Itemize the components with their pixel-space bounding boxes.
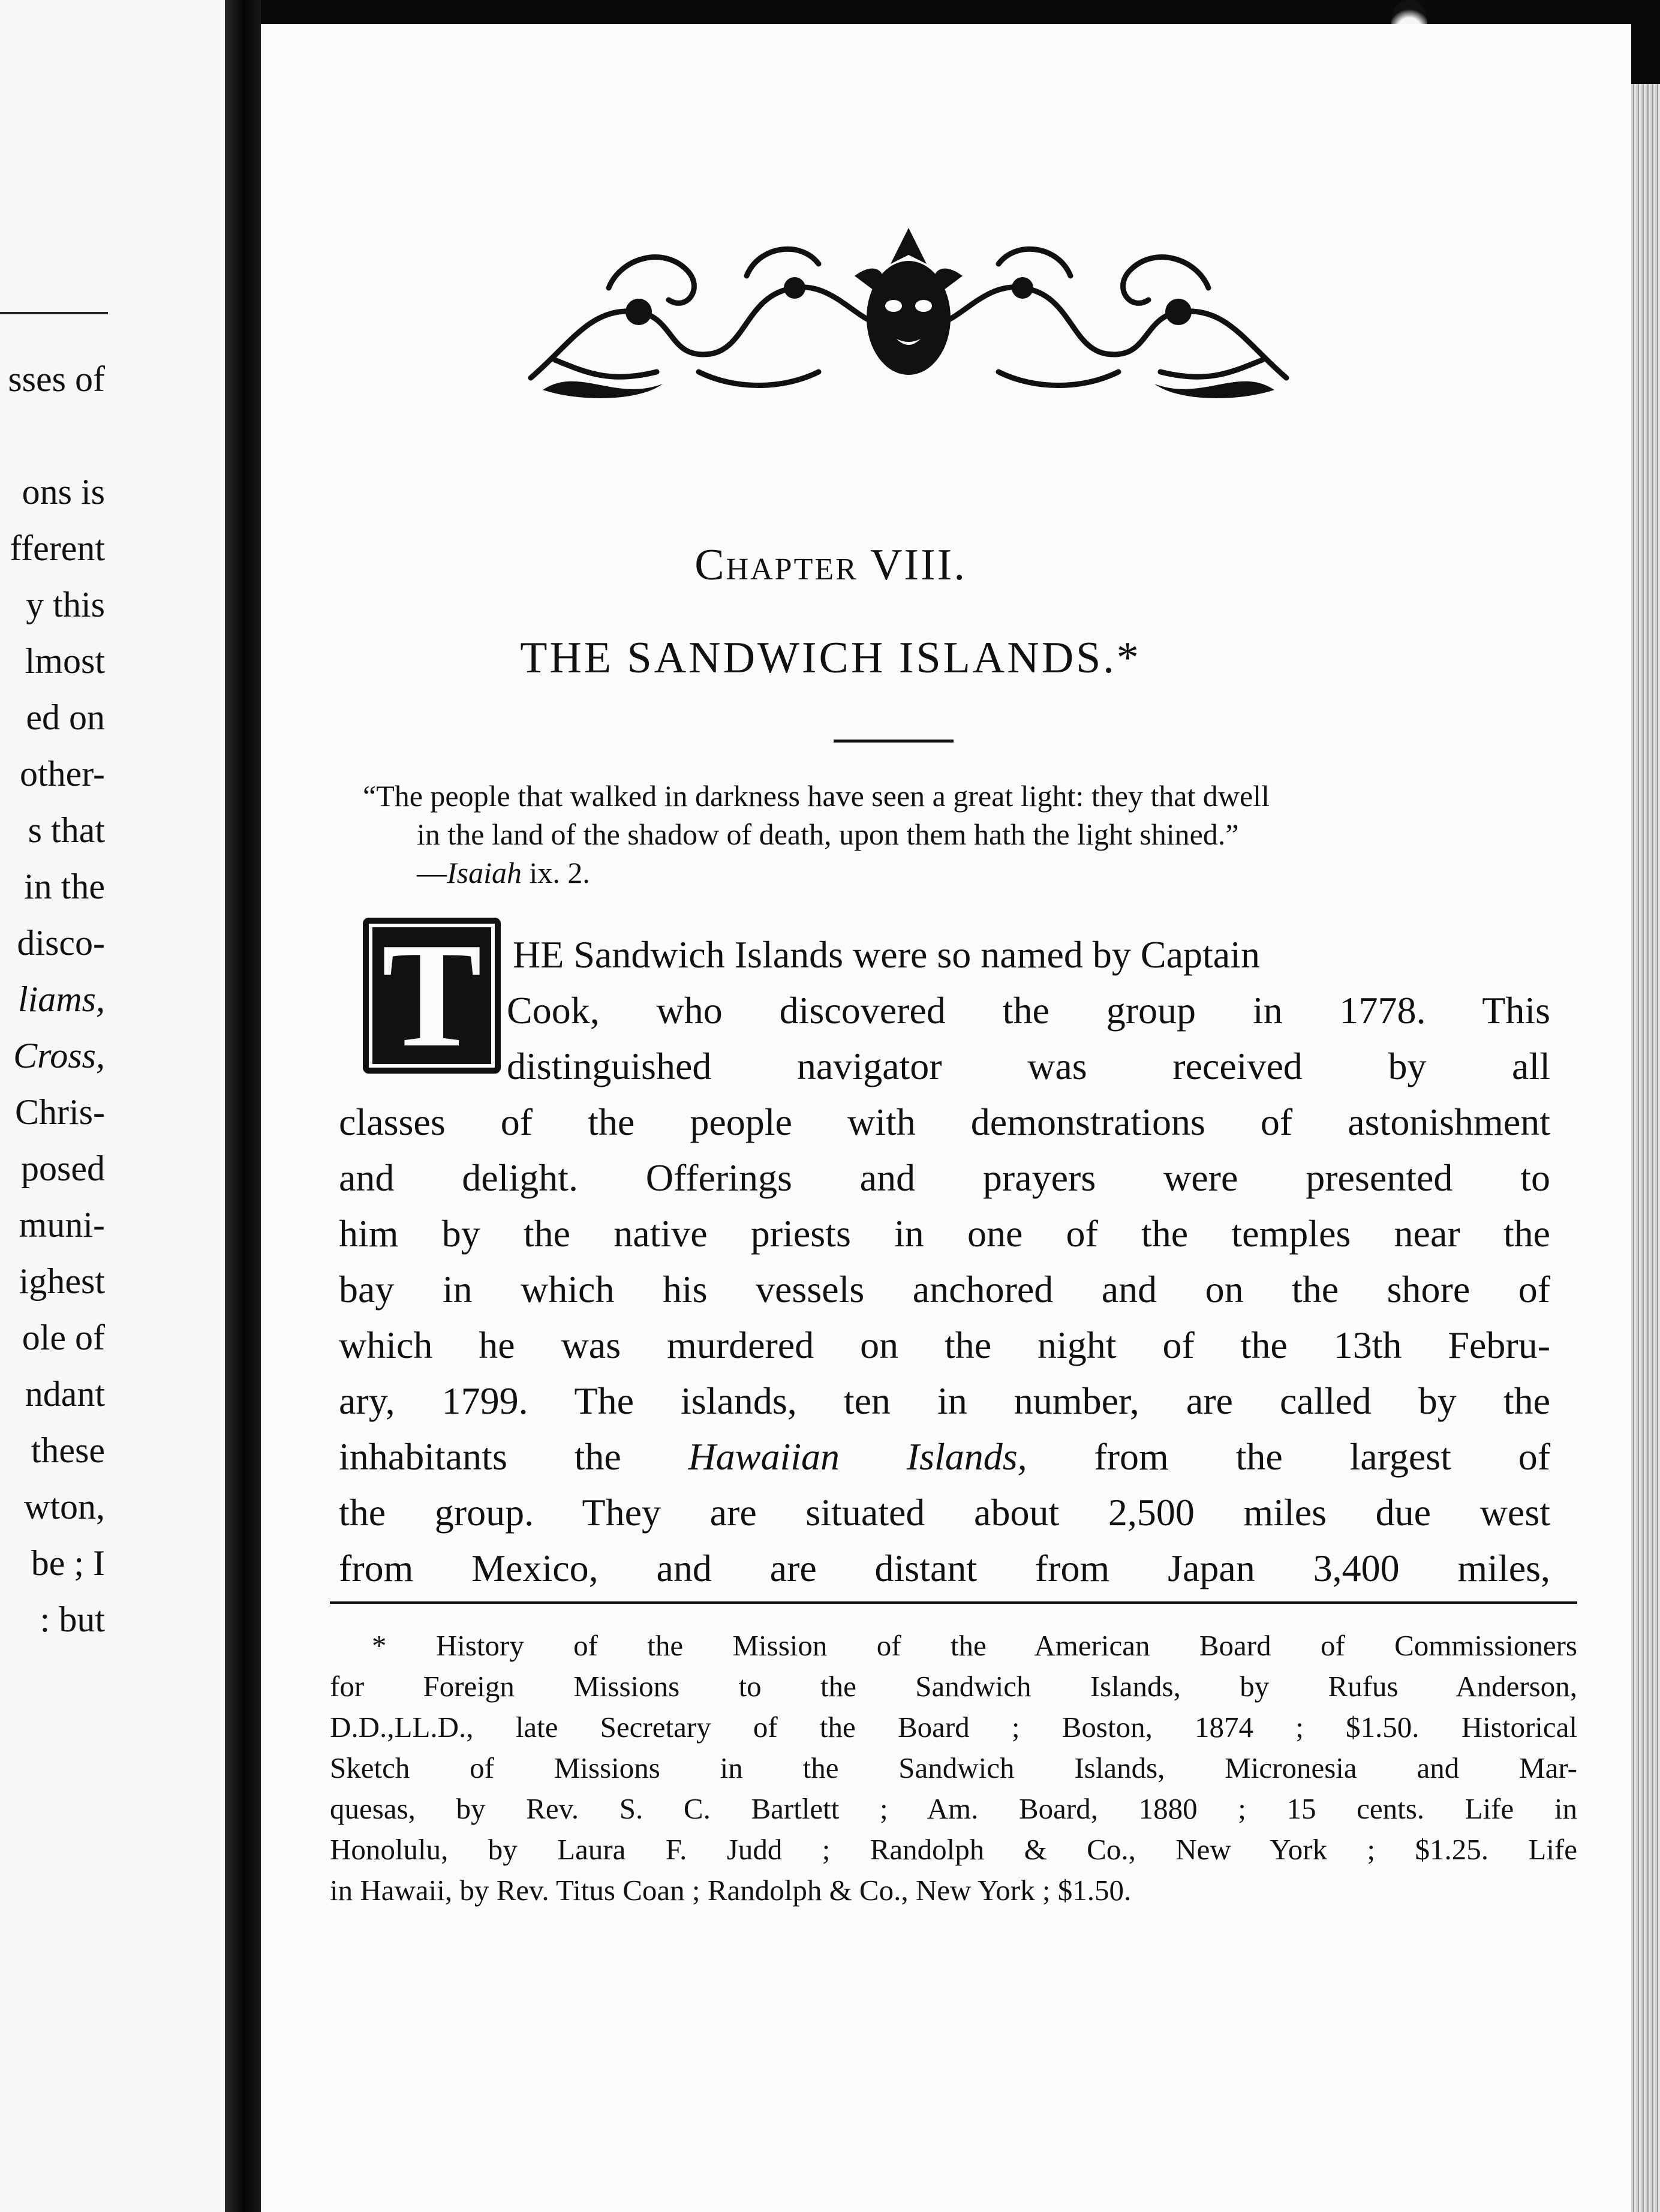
previous-page-line: ole of — [22, 1318, 105, 1357]
epigraph — [363, 777, 1520, 892]
book-gutter — [225, 0, 261, 2212]
body-line: ary, 1799. The islands, ten in number, are called by the — [339, 1380, 1550, 1422]
footnote-line: * History of the Mission of the American Board of Commissioners — [372, 1629, 1577, 1662]
body-italic: Hawaiian Islands, — [688, 1435, 1027, 1478]
previous-page-rule — [0, 312, 108, 314]
previous-page-text — [8, 351, 105, 1648]
body-line: him by the native priests in one of the temples near the — [339, 1212, 1550, 1255]
previous-page-line: other- — [19, 754, 105, 794]
body-line — [339, 1429, 1550, 1484]
previous-page-line: be ; I — [31, 1543, 105, 1583]
epigraph-line: in the land of the shadow of death, upon them hath the light shined.” — [417, 818, 1239, 851]
previous-page — [0, 0, 225, 2212]
previous-page-line: fferent — [10, 528, 105, 568]
citation-ref: ix. 2. — [522, 856, 590, 889]
body-line: bay in which his vessels anchored and on the shore of — [339, 1268, 1550, 1311]
body-line: the group. They are situated about 2,500 miles due west — [339, 1491, 1550, 1534]
body-line: Cook, who discovered the group in 1778. This — [507, 989, 1550, 1032]
footnote-line: for Foreign Missions to the Sandwich Islands, by Rufus Anderson, — [330, 1670, 1577, 1703]
previous-page-line: ed on — [26, 698, 105, 737]
previous-page-line: lmost — [25, 641, 105, 681]
previous-page-line: s that — [28, 810, 105, 850]
body-line: from Mexico, and are distant from Japan 3,400 miles, — [339, 1547, 1550, 1589]
drop-cap-initial: T — [363, 918, 501, 1074]
chapter-number: Chapter VIII. — [694, 540, 967, 590]
footnote-rule — [330, 1601, 1577, 1604]
epigraph-line: “The people that walked in darkness have seen a great light: they that dwell — [363, 779, 1270, 813]
citation-dash: — — [417, 856, 447, 889]
previous-page-line: wton, — [24, 1487, 105, 1526]
footnote-line: Honolulu, by Laura F. Judd ; Randolph & Co., New York ; $1.25. Life — [330, 1833, 1577, 1866]
previous-page-italic: liams, — [17, 979, 105, 1019]
page-stack-edge — [1631, 84, 1660, 2212]
body-line: classes of the people with demonstrations of astonishment — [339, 1101, 1550, 1143]
footnote — [330, 1625, 1577, 1911]
title-rule — [834, 740, 954, 743]
body-line: and delight. Offerings and prayers were presented to — [339, 1156, 1550, 1199]
previous-page-line — [8, 407, 105, 464]
previous-page-line: ons is — [22, 472, 105, 512]
footnote-line: in Hawaii, by Rev. Titus Coan ; Randolph & Co., New York ; $1.50. — [330, 1874, 1132, 1907]
previous-page-line: these — [31, 1430, 105, 1470]
previous-page-line: ighest — [19, 1261, 105, 1301]
epigraph-citation — [363, 853, 1520, 892]
previous-page-line: in the — [24, 867, 105, 906]
body-line: distinguished navigator was received by all — [507, 1045, 1550, 1087]
previous-page-line: sses of — [8, 359, 105, 399]
body-text: from the largest of — [1027, 1435, 1550, 1478]
headpiece-ornament — [519, 222, 1298, 408]
previous-page-line: y this — [26, 585, 105, 624]
body-line: which he was murdered on the night of the 13th Febru- — [339, 1324, 1550, 1366]
previous-page-line — [8, 1027, 105, 1084]
previous-page-italic: Cross, — [13, 1036, 105, 1075]
previous-page-line: Chris- — [15, 1092, 105, 1132]
current-page — [261, 24, 1631, 2212]
chapter-title: THE SANDWICH ISLANDS.* — [520, 633, 1141, 683]
previous-page-line: ndant — [25, 1374, 105, 1414]
previous-page-line: posed — [21, 1149, 105, 1188]
previous-page-line: : but — [40, 1600, 105, 1639]
citation-book: Isaiah — [447, 856, 522, 889]
previous-page-line: muni- — [19, 1205, 105, 1245]
body-line: HE Sandwich Islands were so named by Captain — [513, 933, 1260, 976]
previous-page-line — [8, 971, 105, 1027]
previous-page-line: disco- — [17, 923, 105, 963]
footnote-line: quesas, by Rev. S. C. Bartlett ; Am. Board, 1880 ; 15 cents. Life in — [330, 1792, 1577, 1825]
body-paragraph — [339, 927, 1550, 1596]
body-text: inhabitants the — [339, 1435, 688, 1478]
footnote-line: Sketch of Missions in the Sandwich Islands, Micronesia and Mar- — [330, 1751, 1577, 1784]
footnote-line: D.D.,LL.D., late Secretary of the Board ; Boston, 1874 ; $1.50. Historical — [330, 1711, 1577, 1744]
